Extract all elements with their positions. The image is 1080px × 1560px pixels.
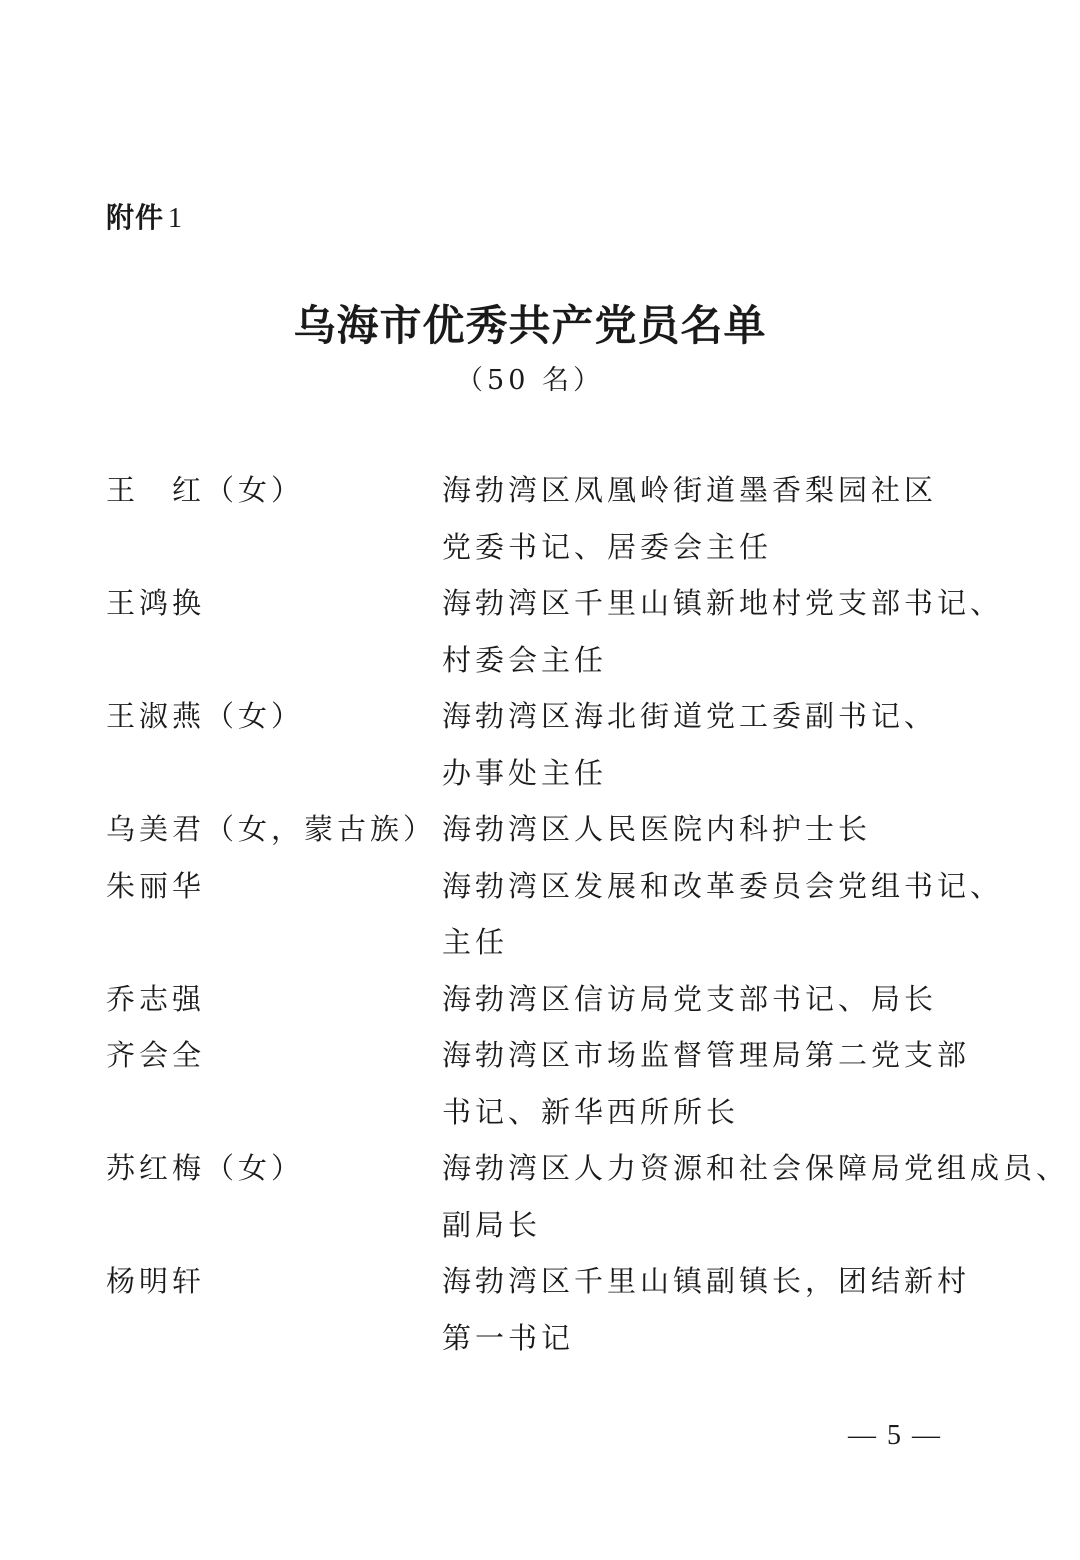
- position-line: 副局长: [442, 1207, 542, 1242]
- member-position: [442, 801, 986, 858]
- attachment-number: 1: [168, 203, 184, 234]
- member-position: [442, 688, 986, 801]
- list-item: [106, 575, 1004, 688]
- position-line: 海勃湾区信访局党支部书记、局长: [442, 981, 938, 1016]
- member-name: 王淑燕（女）: [106, 699, 305, 733]
- attachment-label: [106, 196, 183, 236]
- position-line: 海勃湾区凤凰岭街道墨香梨园社区: [442, 473, 938, 507]
- member-name: 王 红（女）: [106, 473, 305, 507]
- position-line: 海勃湾区市场监督管理局第二党支部: [442, 1038, 971, 1072]
- member-position: [442, 462, 986, 575]
- member-position: [442, 575, 1003, 688]
- position-line: 办事处主任: [442, 755, 608, 790]
- position-line: 第一书记: [442, 1320, 575, 1355]
- member-position: [442, 1027, 986, 1140]
- member-name: 乔志强: [106, 981, 206, 1016]
- member-name: 乌美君（女，蒙古族）: [106, 812, 437, 846]
- position-line: 海勃湾区千里山镇副镇长，团结新村: [442, 1264, 971, 1298]
- list-item: [106, 1253, 986, 1366]
- member-position: [442, 1253, 986, 1366]
- position-line: 海勃湾区发展和改革委员会党组书记、: [442, 868, 1004, 903]
- member-position: [442, 858, 1003, 971]
- position-line: 海勃湾区海北街道党工委副书记、: [442, 699, 938, 733]
- position-line: 海勃湾区千里山镇新地村党支部书记、: [442, 586, 1004, 620]
- member-name: 齐会全: [106, 1038, 206, 1072]
- list-item: [106, 971, 986, 1028]
- member-position: [442, 1140, 1069, 1253]
- list-item: [106, 462, 986, 575]
- list-item: [106, 1027, 986, 1140]
- member-position: [442, 971, 986, 1028]
- document-subtitle: （50 名）: [456, 365, 604, 396]
- member-name: 杨明轩: [106, 1264, 206, 1298]
- position-line: 海勃湾区人民医院内科护士长: [442, 812, 872, 846]
- list-item: [106, 1140, 1070, 1253]
- position-line: 党委书记、居委会主任: [442, 529, 773, 564]
- list-item: [106, 801, 986, 858]
- member-name: 朱丽华: [106, 868, 206, 903]
- page-number: — 5 —: [848, 1420, 942, 1451]
- list-item: [106, 688, 986, 801]
- member-list: [106, 462, 1070, 1366]
- position-line: 书记、新华西所所长: [442, 1094, 740, 1129]
- member-name: 苏红梅（女）: [106, 1151, 305, 1185]
- document-title: 乌海市优秀共产党员名单: [293, 301, 767, 350]
- position-line: 村委会主任: [442, 642, 608, 677]
- list-item: [106, 858, 1004, 971]
- position-line: 海勃湾区人力资源和社会保障局党组成员、: [442, 1151, 1070, 1185]
- position-line: 主任: [442, 925, 509, 959]
- attachment-text: 附件: [106, 201, 165, 234]
- member-name: 王鸿换: [106, 586, 206, 620]
